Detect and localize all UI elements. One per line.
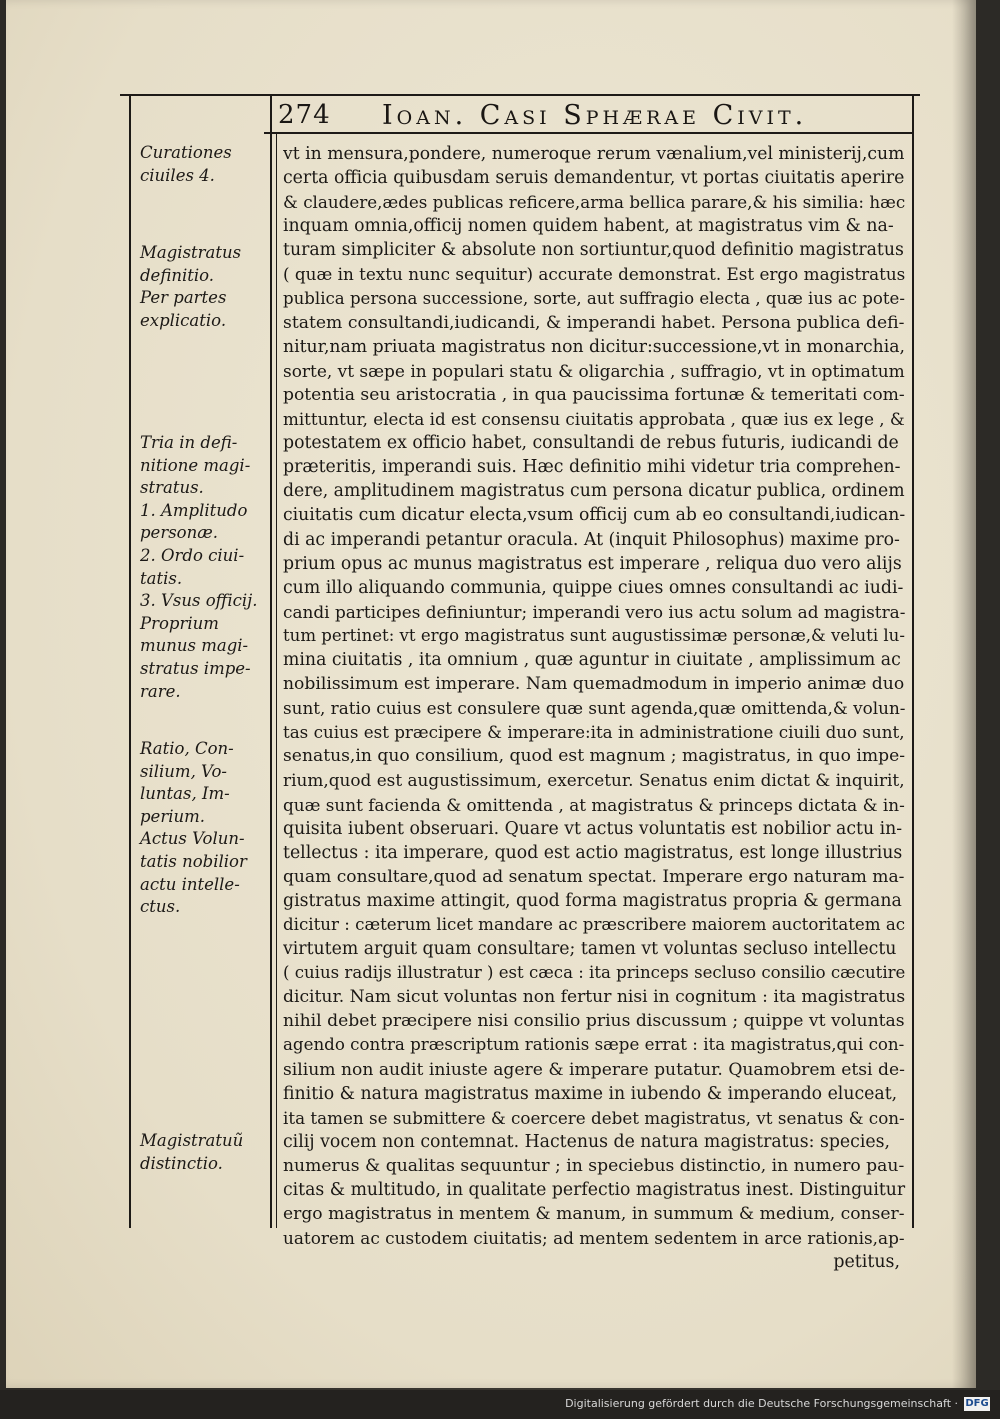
header-rule xyxy=(264,132,914,134)
text-line: turam simpliciter & absolute non sortiuntur,quod definitio magistratus xyxy=(283,240,904,261)
margin-note: Magistratus definitio. Per partes explicatio. xyxy=(140,243,242,330)
text-line: tum pertinet: vt ergo magistratus sunt augustissimæ personæ,& veluti lu- xyxy=(283,625,905,645)
text-line: quæ sunt facienda & omittenda , at magistratus & princeps dictata & in- xyxy=(283,794,905,815)
text-line: & claudere,ædes publicas reficere,arma bellica parare,& his similia: hæc xyxy=(283,192,906,213)
text-line: dicitur. Nam sicut voluntas non fertur nisi in cognitum : ita magistratus xyxy=(283,987,906,1008)
text-line: silium non audit iniuste agere & imperare putatur. Quamobrem etsi de- xyxy=(283,1059,905,1080)
text-line: cum illo aliquando communia, quippe ciues omnes consultandi ac iudi- xyxy=(283,577,904,598)
text-line: rium,quod est augustissimum, exercetur. Senatus enim dictat & inquirit, xyxy=(283,770,905,791)
text-line: sunt, ratio cuius est consulere quæ sunt agenda,quæ omittenda,& volun- xyxy=(283,698,906,719)
margin-note: Magistratuũ distinctio. xyxy=(140,1131,244,1173)
text-line: præteritis, imperandi suis. Hæc definitio mihi videtur tria comprehen- xyxy=(283,457,901,478)
text-line: dere, amplitudinem magistratus cum persona dicatur publica, ordinem xyxy=(283,481,905,502)
text-line: publica persona successione, sorte, aut suffragio electa , quæ ius ac pote- xyxy=(283,288,905,308)
text-line: nobilissimum est imperare. Nam quemadmodum in imperio animæ duo xyxy=(283,674,905,695)
margin-rule-right xyxy=(912,96,914,1228)
margin-rule-inner-thin xyxy=(276,134,277,1228)
text-line: ( quæ in textu nunc sequitur) accurate demonstrat. Est ergo magistratus xyxy=(283,264,906,285)
text-line: vt in mensura,pondere, numeroque rerum vænalium,vel ministerij,cum xyxy=(283,144,905,164)
text-line: mina ciuitatis , ita omnium , quæ aguntur in ciuitate , amplissimum ac xyxy=(283,649,901,670)
text-line: sorte, vt sæpe in populari statu & oligarchia , suffragio, vt in optimatum xyxy=(283,360,905,381)
margin-note: Tria in defi- nitione magi- stratus. 1. Amplitudo personæ. 2. Ordo ciui- tatis. 3. Vsus officij. Proprium munus magi- stratus impe- rare. xyxy=(140,433,258,701)
text-line: certa officia quibusdam seruis demandentur, vt portas ciuitatis aperire xyxy=(283,168,905,189)
digitization-credit: Digitalisierung gefördert durch die Deutsche Forschungsgemeinschaft · xyxy=(565,1397,958,1410)
running-head: Ioan. Casi Sphærae Civit. xyxy=(382,100,808,131)
binding-shadow xyxy=(952,0,976,1388)
text-line: tellectus : ita imperare, quod est actio magistratus, est longe illustrius xyxy=(283,842,903,863)
text-line: candi participes definiuntur; imperandi vero ius actu solum ad magistra- xyxy=(283,601,906,622)
text-line: ergo magistratus in mentem & manum, in summum & medium, conser- xyxy=(283,1204,905,1225)
dfg-logo: DFG xyxy=(965,1398,989,1409)
margin-rule-left xyxy=(129,96,131,1228)
text-line: uatorem ac custodem ciuitatis; ad mentem sedentem in arce rationis,ap- xyxy=(283,1228,905,1249)
text-line: petitus, xyxy=(833,1252,900,1273)
page-number: 274 xyxy=(278,100,331,130)
margin-note: Curationes ciuiles 4. xyxy=(140,143,232,185)
text-line: potestatem ex officio habet, consultandi de rebus futuris, iudicandi de xyxy=(283,433,899,454)
text-line: finitio & natura magistratus maxime in iubendo & imperando eluceat, xyxy=(283,1083,898,1104)
text-line: numerus & qualitas sequuntur ; in speciebus distinctio, in numero pau- xyxy=(283,1155,905,1176)
text-line: ita tamen se submittere & coercere debet magistratus, vt senatus & con- xyxy=(283,1107,905,1128)
text-line: tas cuius est præcipere & imperare:ita in administratione ciuili duo sunt, xyxy=(283,722,905,743)
text-line: cilij vocem non contemnat. Hactenus de natura magistratus: species, xyxy=(283,1131,890,1152)
top-rule xyxy=(120,94,920,96)
text-line: senatus,in quo consilium, quod est magnum ; magistratus, in quo impe- xyxy=(283,746,906,767)
text-line: ciuitatis cum dicatur electa,vsum officij cum ab eo consultandi,iudican- xyxy=(283,505,906,526)
text-line: citas & multitudo, in qualitate perfectio magistratus inest. Distinguitur xyxy=(283,1180,906,1201)
margin-rule-inner xyxy=(270,96,272,1228)
text-line: dicitur : cæterum licet mandare ac præscribere maiorem auctoritatem ac xyxy=(283,915,906,934)
text-line: di ac imperandi petantur oracula. At (inquit Philosophus) maxime pro- xyxy=(283,529,900,550)
text-line: ( cuius radijs illustratur ) est cæca : ita princeps secluso consilio cæcutire xyxy=(283,963,906,983)
text-line: nihil debet præcipere nisi consilio prius discussum ; quippe vt voluntas xyxy=(283,1011,905,1032)
text-line: quam consultare,quod ad senatum spectat. Imperare ergo naturam ma- xyxy=(283,866,905,887)
text-line: virtutem arguit quam consultare; tamen vt voluntas secluso intellectu xyxy=(283,939,897,960)
text-line: agendo contra præscriptum rationis sæpe errat : ita magistratus,qui con- xyxy=(283,1035,905,1055)
body-text xyxy=(283,142,908,1274)
text-line: nitur,nam priuata magistratus non dicitur:successione,vt in monarchia, xyxy=(283,336,905,357)
text-line: prium opus ac munus magistratus est imperare , reliqua duo vero alijs xyxy=(283,553,902,574)
text-line: quisita iubent obseruari. Quare vt actus voluntatis est nobilior actu in- xyxy=(283,818,903,839)
text-line: statem consultandi,iudicandi, & imperandi habet. Persona publica defi- xyxy=(283,312,905,333)
text-line: potentia seu aristocratia , in qua paucissima fortunæ & temeritati com- xyxy=(283,384,905,405)
text-line: mittuntur, electa id est consensu ciuitatis approbata , quæ ius ex lege , & xyxy=(283,409,905,430)
margin-note: Ratio, Con- silium, Vo- luntas, Im- perium. Actus Volun- tatis nobilior actu intelle- ctus. xyxy=(140,739,247,917)
text-line: inquam omnia,officij nomen quidem habent, at magistratus vim & na- xyxy=(283,216,894,237)
text-line: gistratus maxime attingit, quod forma magistratus propria & germana xyxy=(283,890,902,911)
